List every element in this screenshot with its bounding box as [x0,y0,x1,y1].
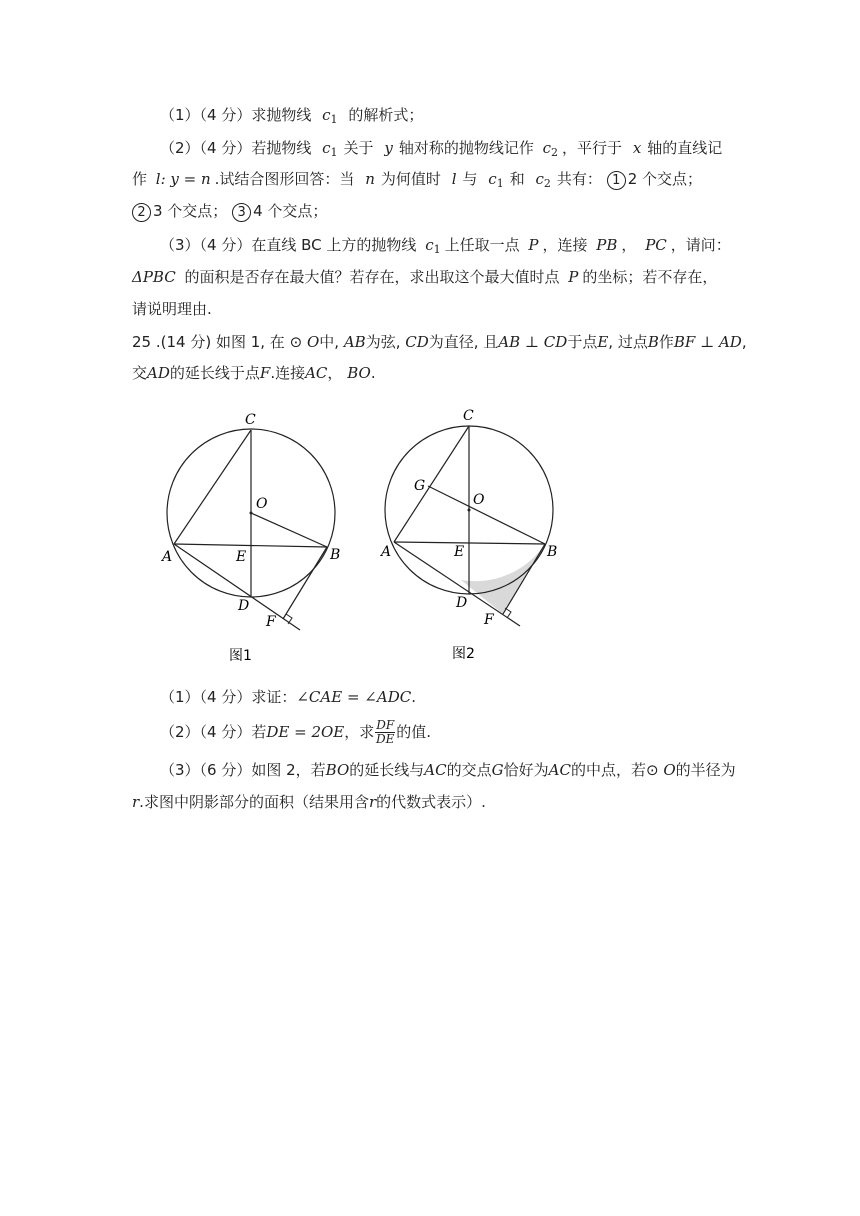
label-E: E [454,544,465,560]
text: 的坐标；若不存在， [582,268,718,286]
math-PC: PC [645,236,667,254]
text: 上任取一点 [444,236,520,254]
text: 3 个交点； [153,202,228,220]
text: . [411,688,416,706]
figure-2 [375,400,575,675]
q25-part3-line2 [132,791,732,813]
fraction-DF-DE: $\frac{DF}{DE}$ [376,718,395,746]
label-F: F [266,614,276,630]
label-E: E [236,549,247,565]
math-CD: CD [405,333,429,351]
math-triangle-PBC: ΔPBC [132,268,176,286]
text: ，请问： [670,236,731,254]
label-F: F [484,612,494,628]
segment-AC [394,426,469,542]
text: 恰好为 [503,761,549,779]
text: ，平行于 [562,139,623,157]
text: 的解析式； [348,106,424,124]
text: 共有： [556,170,602,188]
math-PB: PB [596,236,618,254]
text: 4 个交点； [253,202,328,220]
text: 轴的直线记 [647,139,723,157]
text: 为直径, 且 [428,333,499,351]
text: 轴对称的抛物线记作 [398,139,534,157]
math-F: F [259,364,271,382]
math-r: r [132,793,140,811]
text: 25 .(14 分) 如图 1, 在 [132,333,285,351]
label-D: D [456,595,468,611]
text: .试结合图形回答：当 [214,170,355,188]
text: 交 [132,364,148,382]
text: （1）（4 分）求证： [160,688,297,706]
text: 的延长线于点 [169,364,260,382]
circled-number: 2 [132,203,151,222]
text: （3）（6 分）如图 2，若 [160,761,326,779]
odot-symbol: ⊙ [645,761,659,779]
text: 2 个交点； [627,170,703,188]
q24-part3-line1 [160,234,760,261]
line-BG [428,486,545,544]
label-D: D [238,598,250,614]
math-AB-perp-CD: AB ⊥ CD [498,333,568,351]
text: 的半径为 [675,761,736,779]
label-O: O [256,496,268,512]
math-AC: AC [548,761,571,779]
segment-BO [251,513,327,547]
q25-part1 [160,686,760,708]
text: 和 [509,170,525,188]
center-dot [468,509,471,512]
q24-part2-line3 [132,200,732,222]
math-O: O [306,333,320,351]
math-c2: $c_2$ [535,170,551,190]
text: 的代数式表示）. [376,793,486,811]
text: 的面积是否存在最大值？若存在，求出取这个最大值时点 [184,268,560,286]
q25-stem-line1 [132,331,747,353]
text: .求图中阴影部分的面积（结果用含 [139,793,369,811]
q25-part2 [160,719,760,746]
math-BF-perp-AD: BF ⊥ AD [673,333,742,351]
math-r: r [368,793,377,811]
text: 作 [658,333,674,351]
text: . [370,364,376,382]
circled-number: 3 [232,203,251,222]
right-angle-mark [286,614,292,624]
text: 的延长线与 [349,761,425,779]
math-AC: AC [424,761,447,779]
segment-AC [174,430,251,544]
text: 于点 [567,333,598,351]
figure-1-caption: 图1 [229,648,252,664]
math-x: x [632,139,642,157]
label-B: B [547,544,558,560]
q24-part2-line2 [132,168,732,195]
label-C: C [463,408,474,424]
label-A: A [162,549,173,565]
text: ，求 [344,723,375,741]
odot-symbol: ⊙ [289,333,303,351]
math-AC: AC [305,364,328,382]
math-AD: AD [147,364,170,382]
math-G: G [491,761,504,779]
math-line-l: l: y = n [155,170,211,188]
math-B: B [647,333,659,351]
math-c1: $c_1$ [425,236,441,256]
circled-number: 1 [607,171,626,190]
math-c2: $c_2$ [542,139,559,159]
q24-part3-line3 [132,298,732,320]
text: ， [621,236,637,254]
math-angle-equation: ∠CAE = ∠ADC [296,688,412,706]
label-A: A [381,544,392,560]
text: 为弦, [365,333,401,351]
text: ，连接 [542,236,588,254]
text: 的值. [396,723,431,741]
text: 关于 [343,139,374,157]
math-n: n [365,170,375,188]
segment-BF [283,547,327,619]
text: 中, [319,333,340,351]
text: 与 [462,170,478,188]
q24-part3-line2 [132,266,732,288]
label-G: G [414,478,426,494]
figure-1 [150,400,350,675]
text: , [741,333,747,351]
text: （2）（4 分）若抛物线 [160,139,312,157]
math-P: P [528,236,539,254]
q24-part1 [160,104,760,131]
q25-part3-line1 [160,759,760,781]
text: 请说明理由. [132,300,212,318]
center-dot [250,512,253,515]
text: 为何值时 [380,170,441,188]
math-c1: $c_1$ [322,139,338,159]
math-E: E [597,333,609,351]
text: ， [327,364,343,382]
math-l: l [451,170,457,188]
q24-part2-line1 [160,137,760,164]
math-BO: BO [325,761,350,779]
math-AB: AB [343,333,366,351]
text: .连接 [270,364,306,382]
label-O: O [473,492,485,508]
text: （3）（4 分）在直线 BC 上方的抛物线 [160,236,417,254]
math-c1: $c_1$ [322,106,338,126]
label-C: C [245,412,256,428]
text: 的中点，若 [570,761,646,779]
text: , 过点 [608,333,648,351]
text: 作 [132,170,148,188]
math-O: O [663,761,676,779]
text: （2）（4 分）若 [160,723,267,741]
text: 的交点 [446,761,492,779]
q25-stem-line2 [132,362,732,384]
math-DE-equation: DE = 2OE [266,723,345,741]
math-P: P [568,268,579,286]
math-y: y [384,139,393,157]
text: （1）（4 分）求抛物线 [160,106,312,124]
figure-2-caption: 图2 [452,646,475,662]
math-c1: $c_1$ [488,170,504,190]
label-B: B [330,547,341,563]
shaded-region [461,544,545,614]
math-BO: BO [347,364,371,382]
